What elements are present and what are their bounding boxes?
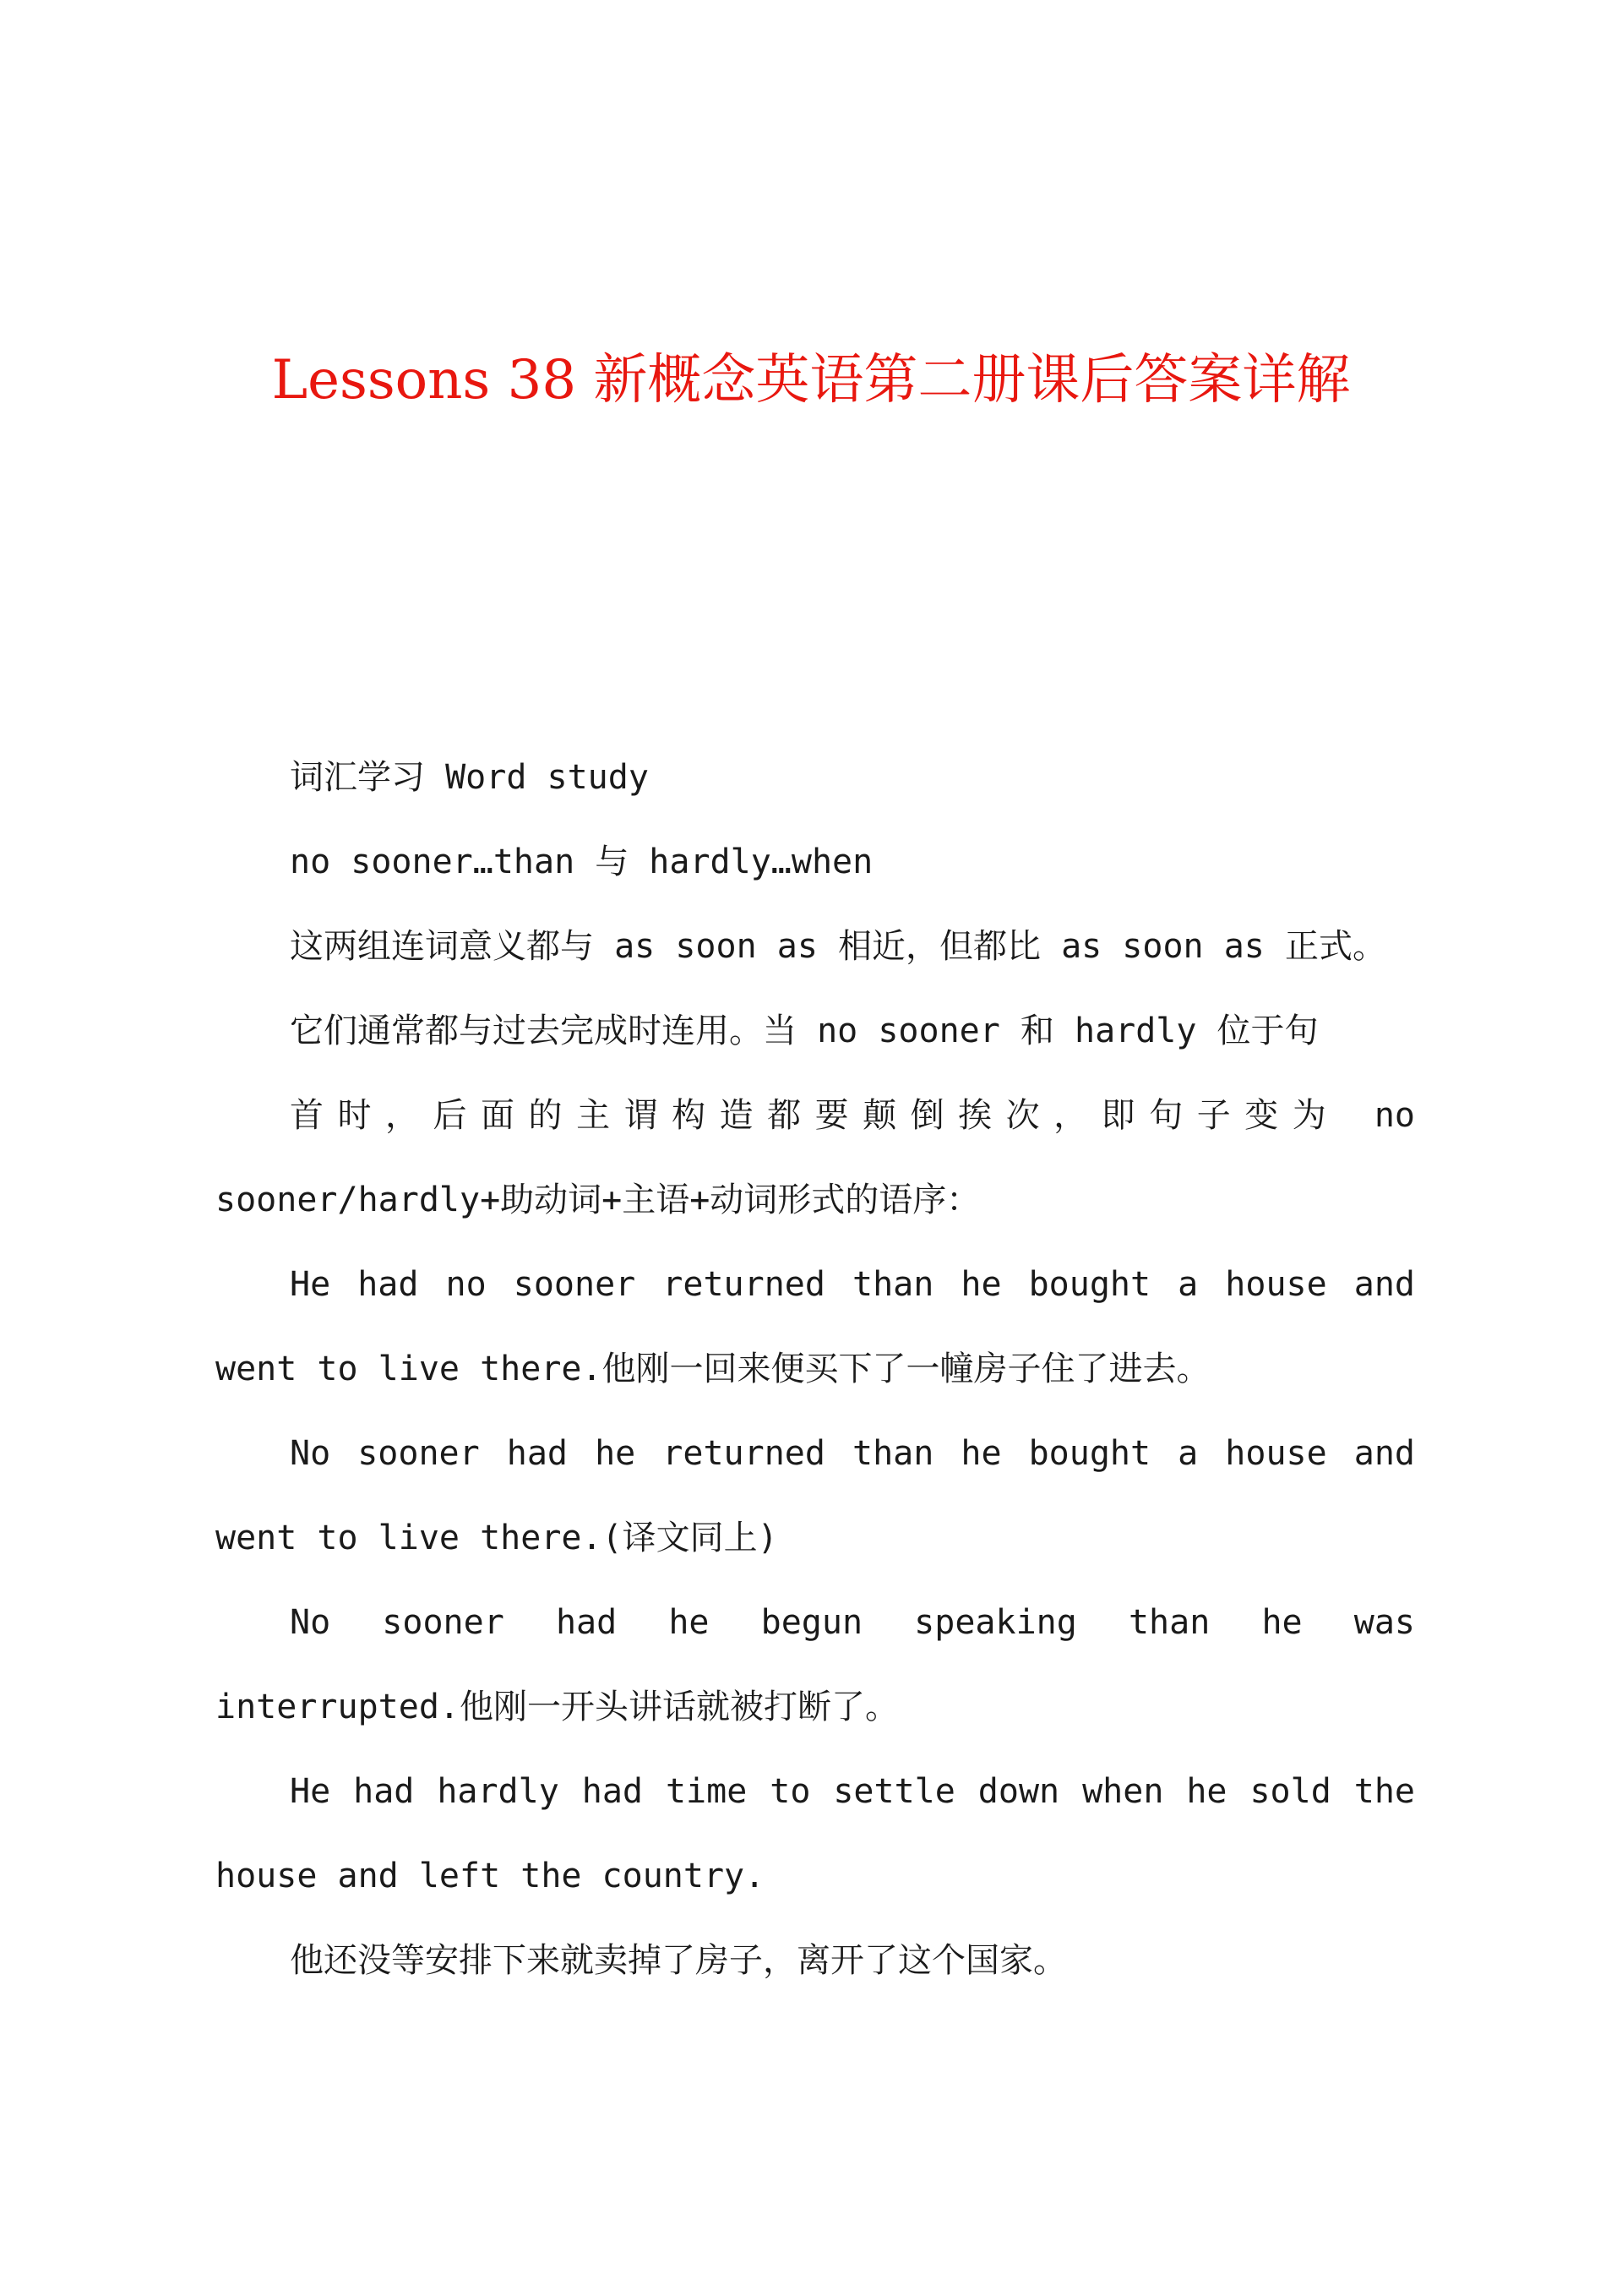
paragraph-meaning-note: 这两组连词意义都与 as soon as 相近，但都比 as soon as 正式。	[290, 927, 1386, 966]
document-body	[215, 735, 1415, 2003]
paragraph-example-4-translation: 他还没等安排下来就卖掉了房子，离开了这个国家。	[290, 1941, 1067, 1980]
paragraph-example-3: No sooner had he begun speaking than he was interrupted.他刚一开头讲话就被打断了。	[215, 1603, 1415, 1726]
document-title: Lessons 38 新概念英语第二册课后答案详解	[271, 349, 1351, 412]
paragraph-inversion-rule: 首时，后面的主谓构造都要颠倒挨次，即句子变为 no sooner/hardly+助动词+主语+动词形式的语序：	[215, 1096, 1415, 1219]
paragraph-usage-note: 它们通常都与过去完成时连用。当 no sooner 和 hardly 位于句	[290, 1012, 1319, 1050]
paragraph-conjunction-pair: no sooner…than 与 hardly…when	[290, 843, 874, 881]
paragraph-example-1: He had no sooner returned than he bought a house and went to live there.他刚一回来便买下了一幢房子住了进去。	[215, 1265, 1415, 1388]
paragraph-word-study-heading: 词汇学习 Word study	[290, 758, 649, 797]
paragraph-example-2: No sooner had he returned than he bought a house and went to live there.(译文同上)	[215, 1434, 1415, 1557]
paragraph-example-4: He had hardly had time to settle down when he sold the house and left the country.	[215, 1772, 1415, 1895]
